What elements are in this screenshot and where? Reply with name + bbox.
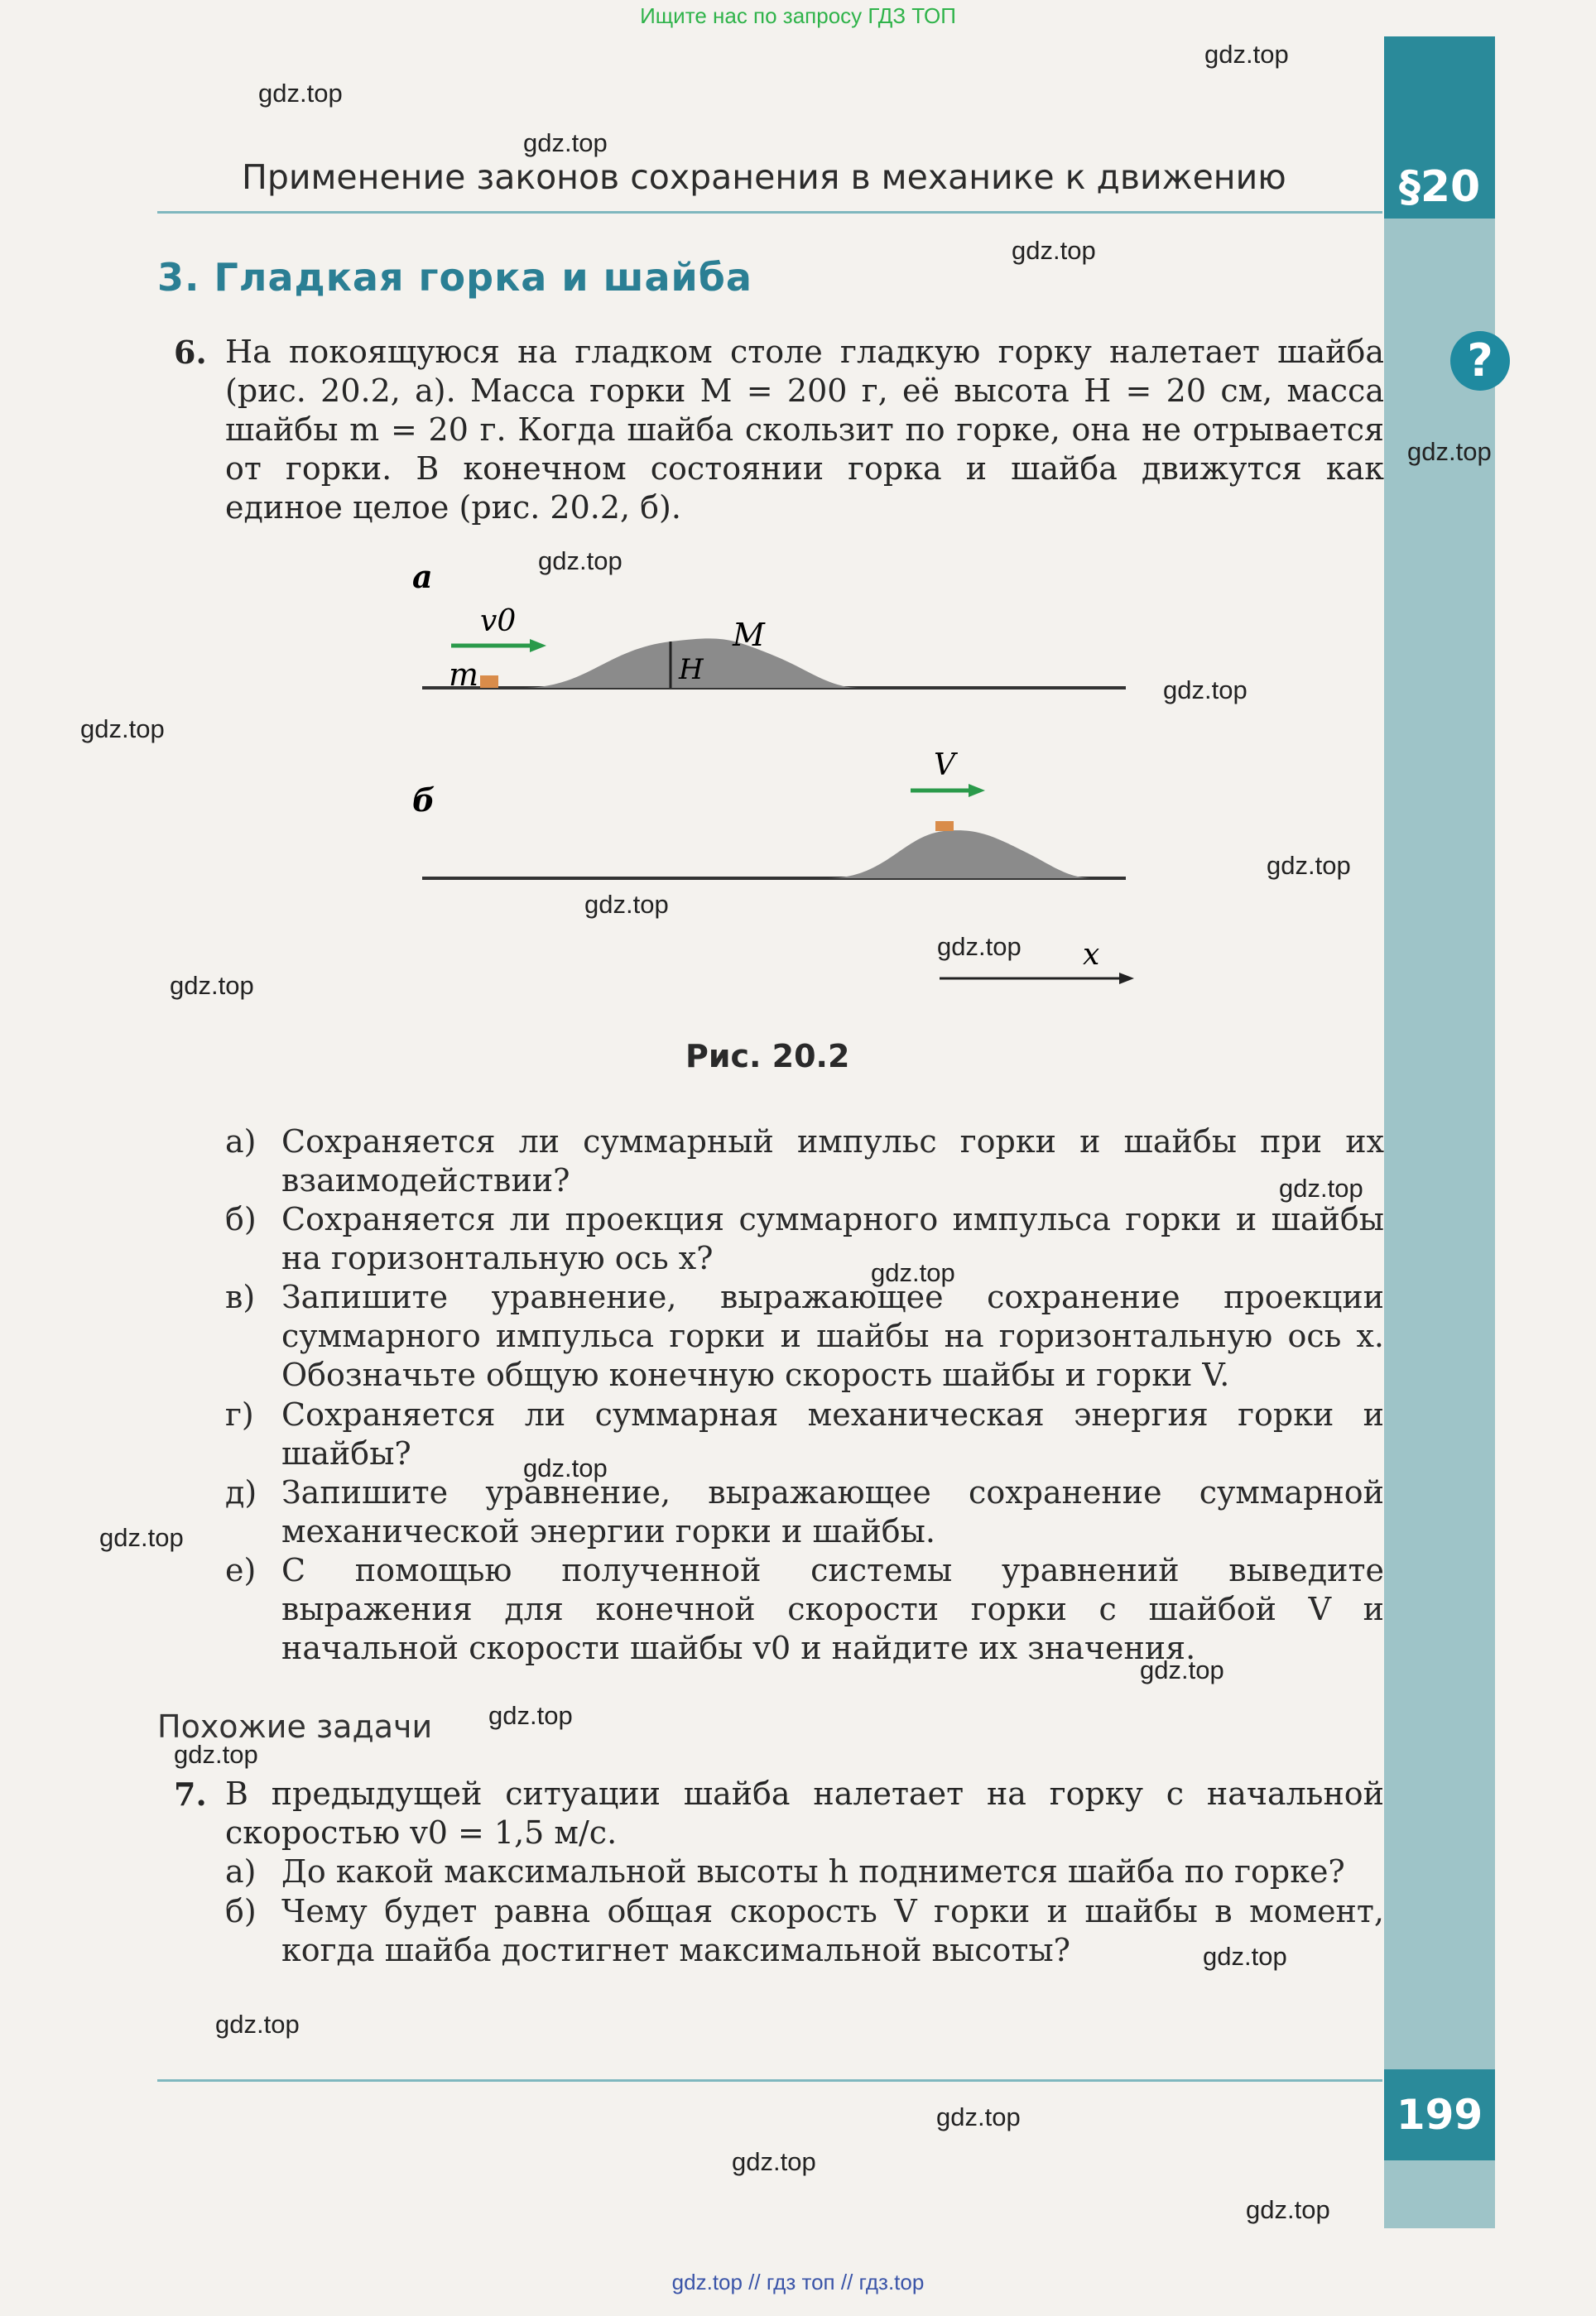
question-label: е)	[225, 1552, 257, 1588]
problem-text: На покоящуюся на гладком столе гладкую горку налетает шайба (рис. 20.2, а). Масса горки M = 200 г, её высота H = 20 см, масса шайбы m = 20 г. Когда шайба скользит по горке, она не отрывается от горки. В конечном состоянии горка и шайба движутся как единое целое (рис. 20.2, б).	[225, 334, 1384, 526]
watermark[interactable]: gdz.top	[538, 546, 623, 575]
question-text: Сохраняется ли проекция суммарного импульса горки и шайбы на горизонтальную ось x?	[281, 1201, 1384, 1276]
hill-b	[828, 830, 1093, 878]
watermark[interactable]: gdz.top	[937, 932, 1022, 961]
velocity-arrow-V-head	[969, 784, 985, 797]
question-text: Запишите уравнение, выражающее сохранение проекции суммарного импульса горки и шайбы на горизонтальную ось x. Обозначьте общую конечную скорость шайбы и горки V.	[281, 1279, 1384, 1393]
watermark[interactable]: gdz.top	[871, 1258, 955, 1287]
question-text: До какой максимальной высоты h поднимется шайба по горке?	[281, 1853, 1345, 1890]
header-divider	[157, 211, 1382, 214]
watermark[interactable]: gdz.top	[258, 79, 343, 108]
figure-label-b: б	[412, 781, 435, 819]
question-label: а)	[225, 1123, 257, 1160]
section-heading: 3. Гладкая горка и шайба	[157, 255, 752, 300]
watermark[interactable]: gdz.top	[1140, 1655, 1224, 1684]
question-label: в)	[225, 1279, 256, 1315]
question-text: Сохраняется ли суммарная механическая энергия горки и шайбы?	[281, 1396, 1384, 1472]
watermark[interactable]: gdz.top	[523, 128, 608, 157]
question-label: б)	[225, 1201, 257, 1237]
question-label: а)	[225, 1853, 257, 1890]
label-H: H	[679, 653, 704, 686]
figure-caption: Рис. 20.2	[685, 1038, 850, 1074]
figure-label-a: а	[412, 563, 433, 595]
watermark[interactable]: gdz.top	[1012, 236, 1096, 265]
question-label: г)	[225, 1396, 254, 1433]
watermark[interactable]: gdz.top	[732, 2147, 816, 2176]
watermark[interactable]: gdz.top	[584, 890, 669, 919]
question-text: Чему будет равна общая скорость V горки и шайбы в момент, когда шайба достигнет максимальной высоты?	[281, 1893, 1384, 1968]
question-icon: ?	[1450, 331, 1510, 391]
top-banner[interactable]: Ищите нас по запросу ГДЗ ТОП	[640, 3, 956, 28]
figure-20-2	[397, 563, 1159, 1010]
watermark[interactable]: gdz.top	[936, 2102, 1021, 2131]
label-V: V	[934, 748, 955, 782]
watermark[interactable]: gdz.top	[170, 971, 254, 1000]
watermark[interactable]: gdz.top	[1204, 40, 1289, 69]
bottom-banner[interactable]: gdz.top // гдз топ // гдз.top	[671, 2270, 925, 2294]
watermark[interactable]: gdz.top	[99, 1523, 184, 1552]
watermark[interactable]: gdz.top	[1246, 2195, 1330, 2224]
puck-b	[935, 821, 954, 831]
question-text: С помощью полученной системы уравнений выведите выражения для конечной скорости горки с шайбой V и начальной скорости шайбы v0 и найдите их значения.	[281, 1552, 1384, 1666]
watermark[interactable]: gdz.top	[488, 1701, 573, 1730]
watermark[interactable]: gdz.top	[1203, 1942, 1287, 1971]
question-text: Сохраняется ли суммарный импульс горки и шайбы при их взаимодействии?	[281, 1123, 1384, 1199]
puck-a	[480, 675, 498, 688]
running-title: Применение законов сохранения в механике к движению	[242, 157, 1286, 197]
watermark[interactable]: gdz.top	[80, 714, 165, 743]
section-badge: §20	[1384, 156, 1495, 219]
watermark[interactable]: gdz.top	[1407, 437, 1492, 466]
watermark[interactable]: gdz.top	[523, 1454, 608, 1482]
watermark[interactable]: gdz.top	[1279, 1174, 1363, 1203]
watermark[interactable]: gdz.top	[174, 1740, 258, 1769]
question-label: б)	[225, 1893, 257, 1929]
label-M: M	[733, 617, 765, 653]
watermark[interactable]: gdz.top	[1163, 675, 1247, 704]
x-axis-head	[1119, 973, 1134, 984]
question-text: Запишите уравнение, выражающее сохранение суммарной механической энергии горки и шайбы.	[281, 1474, 1384, 1550]
velocity-arrow-v0-head	[530, 639, 546, 652]
label-m: m	[449, 656, 479, 693]
question-label: д)	[225, 1474, 257, 1511]
page-number: 199	[1384, 2069, 1495, 2160]
watermark[interactable]: gdz.top	[215, 2010, 300, 2039]
label-x: x	[1083, 938, 1100, 972]
similar-problems-heading: Похожие задачи	[157, 1708, 433, 1745]
watermark[interactable]: gdz.top	[1267, 851, 1351, 880]
footer-divider	[157, 2079, 1382, 2082]
problem-number: 7.	[174, 1775, 207, 1813]
label-v0: v0	[480, 604, 517, 638]
problem-text: В предыдущей ситуации шайба налетает на горку с начальной скоростью v0 = 1,5 м/с.	[225, 1775, 1384, 1851]
problem-number: 6.	[174, 334, 207, 371]
